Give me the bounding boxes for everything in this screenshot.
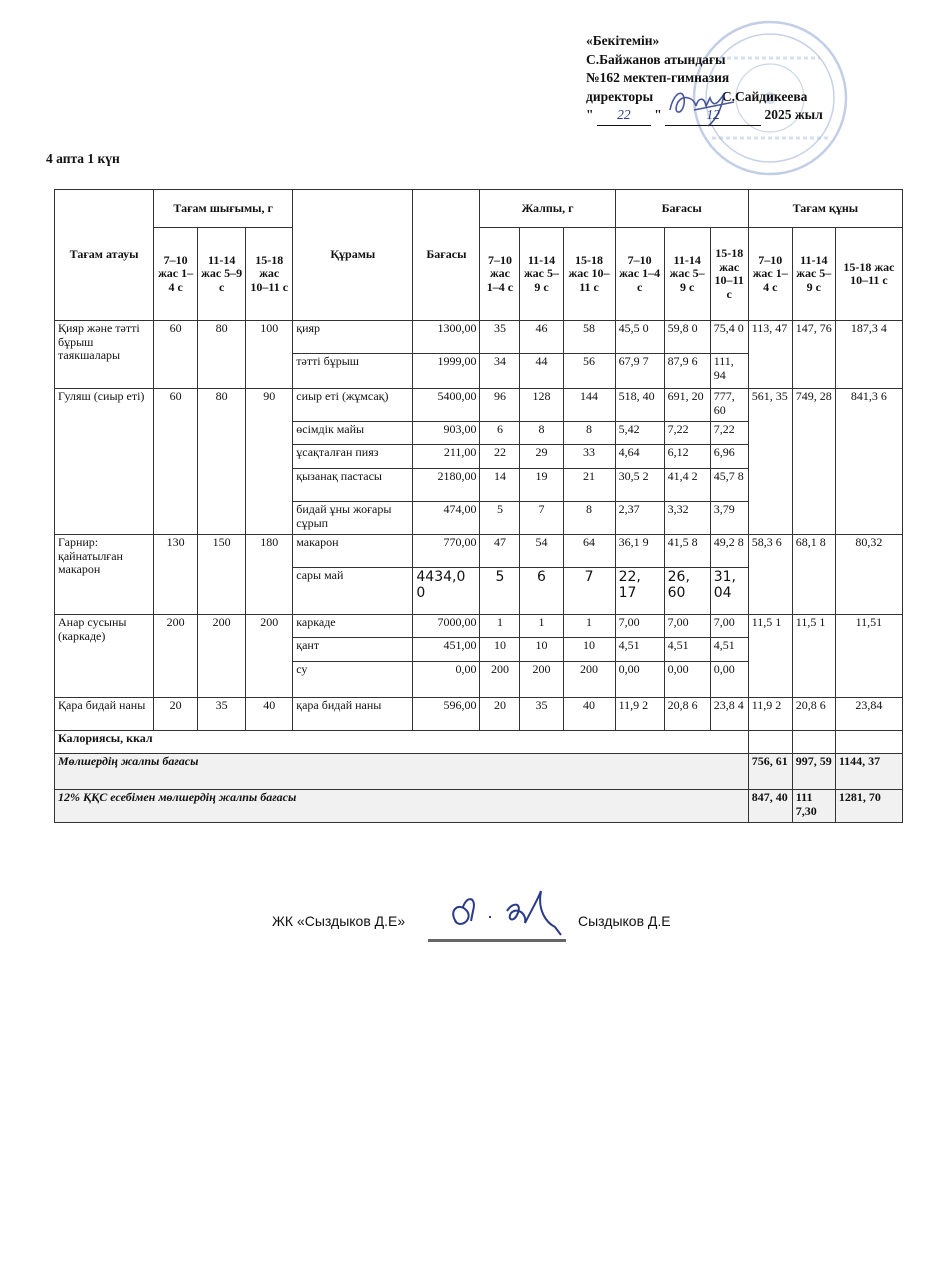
table-row [55,389,903,422]
ingredient-cost: 20,8 6 [664,698,710,731]
ingredient-grams: 8 [563,502,615,535]
header-total-age2: 11-14 жас 5–9 с [520,228,563,321]
total-row [55,754,903,790]
dish-value: 23,84 [835,698,902,731]
ingredient-cost: 87,9 6 [664,354,710,389]
director-signature [664,80,744,130]
ingredient-cost: 111, 94 [710,354,748,389]
dish-output: 80 [198,321,246,389]
ingredient-cost: 0,00 [710,662,748,698]
dish-output: 180 [246,535,293,615]
dish-output: 60 [154,389,198,535]
ingredient-cost: 4,51 [615,638,664,662]
dish-name: Анар сусыны (каркаде) [55,615,154,698]
dish-output: 40 [246,698,293,731]
header-cost-age1: 7–10 жас 1–4 с [615,228,664,321]
header-output: Тағам шығымы, г [154,190,293,228]
dish-value: 11,9 2 [748,698,792,731]
ingredient-price: 0,00 [413,662,480,698]
ingredient-cost: 7,00 [615,615,664,638]
dish-output: 20 [154,698,198,731]
dish-output: 90 [246,389,293,535]
ingredient-cost: 777, 60 [710,389,748,422]
vat-total-label: 12% ҚҚС есебімен мөлшердің жалпы бағасы [55,790,749,823]
calories-value [792,731,835,754]
vat-total-value: 1281, 70 [835,790,902,823]
ingredient-grams: 22 [480,445,520,469]
total-value: 1144, 37 [835,754,902,790]
ingredient-price: 4434,0 0 [413,568,480,615]
ingredient-name: ұсақталған пияз [293,445,413,469]
ingredient-name: өсімдік майы [293,422,413,445]
ingredient-cost: 5,42 [615,422,664,445]
calories-row [55,731,903,754]
dish-value: 187,3 4 [835,321,902,389]
dish-value: 749, 28 [792,389,835,535]
ingredient-cost: 45,5 0 [615,321,664,354]
ingredient-cost: 0,00 [664,662,710,698]
dish-value: 11,5 1 [748,615,792,698]
ingredient-grams: 7 [520,502,563,535]
ingredient-name: макарон [293,535,413,568]
ingredient-grams: 5 [480,502,520,535]
ingredient-price: 474,00 [413,502,480,535]
ingredient-cost: 49,2 8 [710,535,748,568]
ingredient-grams: 96 [480,389,520,422]
ingredient-grams: 19 [520,469,563,502]
ingredient-cost: 7,00 [664,615,710,638]
ingredient-cost: 4,64 [615,445,664,469]
ingredient-cost: 26, 60 [664,568,710,615]
footer-company: ЖК «Сыздыков Д.Е» [272,913,406,929]
header-value: Тағам құны [748,190,902,228]
ingredient-cost: 67,9 7 [615,354,664,389]
menu-table [54,189,903,823]
ingredient-grams: 34 [480,354,520,389]
dish-output: 200 [198,615,246,698]
ingredient-price: 451,00 [413,638,480,662]
ingredient-grams: 10 [563,638,615,662]
dish-output: 200 [246,615,293,698]
director-name: С.Сайдикеева [721,88,808,104]
ingredient-price: 903,00 [413,422,480,445]
header-price: Бағасы [413,190,480,321]
header-total-age3: 15-18 жас 10–11 с [563,228,615,321]
header-total: Жалпы, г [480,190,615,228]
dish-value: 11,51 [835,615,902,698]
ingredient-grams: 21 [563,469,615,502]
ingredient-grams: 7 [563,568,615,615]
ingredient-cost: 3,32 [664,502,710,535]
dish-value: 20,8 6 [792,698,835,731]
ingredient-cost: 30,5 2 [615,469,664,502]
approval-school-line2: №162 мектеп-гимназия [586,70,730,85]
ingredient-name: сиыр еті (жұмсақ) [293,389,413,422]
date-quote-close: " [654,107,662,122]
ingredient-cost: 31, 04 [710,568,748,615]
ingredient-grams: 64 [563,535,615,568]
ingredient-price: 596,00 [413,698,480,731]
dish-value: 68,1 8 [792,535,835,615]
ingredient-cost: 7,00 [710,615,748,638]
dish-output: 100 [246,321,293,389]
ingredient-grams: 35 [480,321,520,354]
ingredient-price: 770,00 [413,535,480,568]
ingredient-cost: 7,22 [664,422,710,445]
calories-value [748,731,792,754]
header-composition: Құрамы [293,190,413,321]
ingredient-grams: 29 [520,445,563,469]
ingredient-grams: 46 [520,321,563,354]
ingredient-grams: 200 [480,662,520,698]
dish-value: 58,3 6 [748,535,792,615]
table-row [55,321,903,354]
ingredient-grams: 56 [563,354,615,389]
ingredient-cost: 75,4 0 [710,321,748,354]
ingredient-name: каркаде [293,615,413,638]
ingredient-cost: 22, 17 [615,568,664,615]
approval-title: «Бекітемін» [586,33,660,48]
header-cost-age3: 15-18 жас 10–11 с [710,228,748,321]
ingredient-grams: 5 [480,568,520,615]
ingredient-price: 2180,00 [413,469,480,502]
dish-output: 35 [198,698,246,731]
table-row [55,615,903,638]
ingredient-name: қияр [293,321,413,354]
ingredient-cost: 3,79 [710,502,748,535]
dish-value: 561, 35 [748,389,792,535]
total-value: 997, 59 [792,754,835,790]
footer-name: Сыздыков Д.Е [578,913,671,929]
ingredient-cost: 2,37 [615,502,664,535]
ingredient-grams: 58 [563,321,615,354]
ingredient-cost: 11,9 2 [615,698,664,731]
ingredient-name: тәтті бұрыш [293,354,413,389]
header-total-age1: 7–10 жас 1–4 с [480,228,520,321]
ingredient-grams: 10 [520,638,563,662]
ingredient-price: 211,00 [413,445,480,469]
ingredient-grams: 200 [520,662,563,698]
total-label: Мөлшердің жалпы бағасы [55,754,749,790]
ingredient-grams: 6 [520,568,563,615]
dish-name: Қара бидай наны [55,698,154,731]
total-value: 756, 61 [748,754,792,790]
table-row [55,535,903,568]
ingredient-grams: 8 [520,422,563,445]
header-dish: Тағам атауы [55,190,154,321]
ingredient-price: 1999,00 [413,354,480,389]
ingredient-cost: 691, 20 [664,389,710,422]
header-age3: 15-18 жас 10–11 с [246,228,293,321]
ingredient-grams: 8 [563,422,615,445]
ingredient-cost: 41,4 2 [664,469,710,502]
header-cost: Бағасы [615,190,748,228]
ingredient-cost: 23,8 4 [710,698,748,731]
header-value-age2: 11-14 жас 5–9 с [792,228,835,321]
ingredient-cost: 518, 40 [615,389,664,422]
ingredient-grams: 54 [520,535,563,568]
dish-value: 147, 76 [792,321,835,389]
table-row [55,698,903,731]
dish-value: 11,5 1 [792,615,835,698]
calories-value [835,731,902,754]
ingredient-grams: 144 [563,389,615,422]
ingredient-grams: 10 [480,638,520,662]
ingredient-cost: 36,1 9 [615,535,664,568]
ingredient-cost: 41,5 8 [664,535,710,568]
day-title: 4 апта 1 күн [46,151,120,166]
date-month: 12 [665,106,761,126]
dish-name: Гуляш (сиыр еті) [55,389,154,535]
ingredient-cost: 4,51 [664,638,710,662]
ingredient-cost: 6,96 [710,445,748,469]
ingredient-grams: 35 [520,698,563,731]
dish-value: 841,3 6 [835,389,902,535]
ingredient-price: 5400,00 [413,389,480,422]
signature-line [428,939,566,942]
ingredient-price: 7000,00 [413,615,480,638]
ingredient-grams: 6 [480,422,520,445]
dish-output: 60 [154,321,198,389]
ingredient-grams: 40 [563,698,615,731]
dish-output: 80 [198,389,246,535]
ingredient-name: қара бидай наны [293,698,413,731]
ingredient-name: бидай ұны жоғары сұрып [293,502,413,535]
ingredient-grams: 1 [480,615,520,638]
header-cost-age2: 11-14 жас 5–9 с [664,228,710,321]
ingredient-cost: 59,8 0 [664,321,710,354]
ingredient-cost: 45,7 8 [710,469,748,502]
dish-value: 113, 47 [748,321,792,389]
ingredient-grams: 14 [480,469,520,502]
ingredient-grams: 20 [480,698,520,731]
vat-total-value: 111 7,30 [792,790,835,823]
dish-output: 130 [154,535,198,615]
calories-label: Калориясы, ккал [55,731,749,754]
ingredient-name: қант [293,638,413,662]
ingredient-cost: 6,12 [664,445,710,469]
ingredient-grams: 1 [520,615,563,638]
ingredient-name: сары май [293,568,413,615]
date-day: 22 [597,106,651,126]
ingredient-name: су [293,662,413,698]
approval-school-line1: С.Байжанов атындағы [586,51,726,67]
dish-name: Қияр және тәтті бұрыш таякшалары [55,321,154,389]
ingredient-grams: 1 [563,615,615,638]
ingredient-grams: 33 [563,445,615,469]
vat-total-value: 847, 40 [748,790,792,823]
date-quote-open: " [586,107,594,122]
header-value-age3: 15-18 жас 10–11 с [835,228,902,321]
dish-output: 150 [198,535,246,615]
date-year: 2025 жыл [764,107,823,122]
header-age1: 7–10 жас 1–4 с [154,228,198,321]
ingredient-grams: 200 [563,662,615,698]
ingredient-name: қызанақ пастасы [293,469,413,502]
ingredient-grams: 128 [520,389,563,422]
dish-name: Гарнир: қайнатылған макарон [55,535,154,615]
ingredient-cost: 0,00 [615,662,664,698]
dish-output: 200 [154,615,198,698]
vat-total-row [55,790,903,823]
director-label: директоры [586,88,654,104]
ingredient-grams: 44 [520,354,563,389]
ingredient-price: 1300,00 [413,321,480,354]
ingredient-grams: 47 [480,535,520,568]
header-age2: 11-14 жас 5–9 с [198,228,246,321]
ingredient-cost: 7,22 [710,422,748,445]
dish-value: 80,32 [835,535,902,615]
header-value-age1: 7–10 жас 1–4 с [748,228,792,321]
ingredient-cost: 4,51 [710,638,748,662]
